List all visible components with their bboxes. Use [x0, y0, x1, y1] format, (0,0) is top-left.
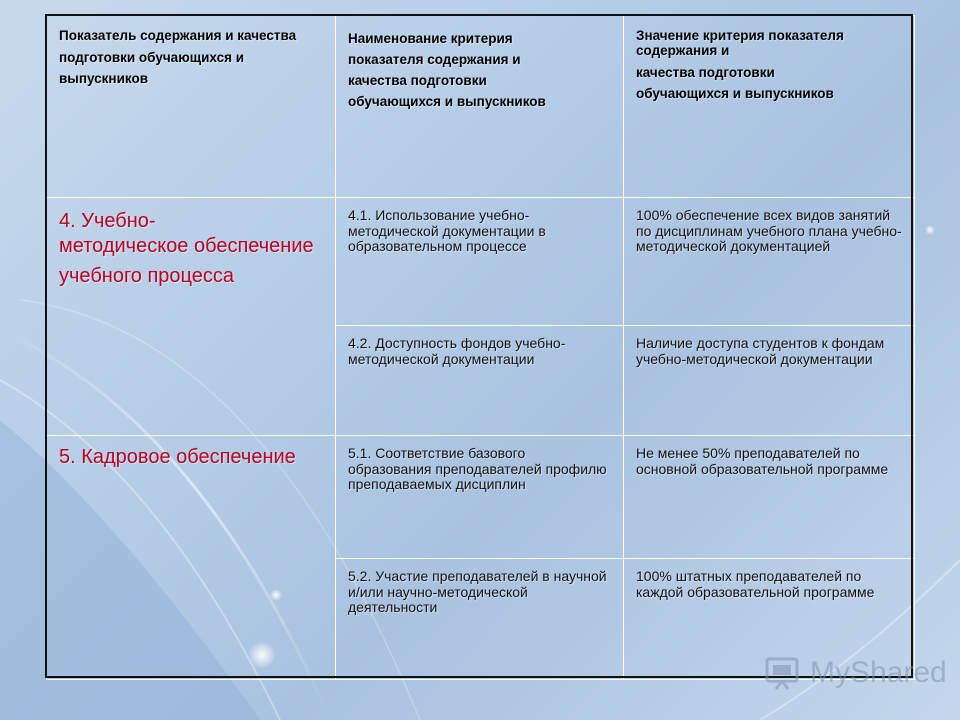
criterion-4-1-value: 100% обеспечение всех видов занятий по дисциплинам учебного плана учебно-методической документацией: [636, 207, 902, 255]
criterion-name-cell: [336, 198, 624, 326]
table-row: [47, 198, 915, 326]
criterion-4-1-name: 4.1. Использование учебно-методической документации в образовательном процессе: [348, 207, 546, 255]
header-col3-line: Значение критерия показателя содержания и: [636, 28, 844, 58]
criterion-5-1-value: Не менее 50% преподавателей по основной образовательной программе: [636, 445, 889, 477]
header-cell-indicator: [47, 16, 336, 198]
section-5-title: [59, 446, 323, 468]
criterion-5-2-name: 5.2. Участие преподавателей в научной и/или научно-методической деятельности: [348, 568, 607, 616]
header-col2-line: показателя содержания и: [348, 51, 521, 67]
presentation-board-icon: [764, 656, 804, 690]
criterion-value-cell: [624, 436, 915, 559]
header-col2-line: Наименование критерия: [348, 31, 513, 46]
criterion-5-2-value: 100% штатных преподавателей по каждой образовательной программе: [636, 568, 875, 600]
criterion-5-1-name: 5.1. Соответствие базового образования преподавателей профилю преподаваемых дисциплин: [348, 445, 607, 493]
section-4-title-line: 4. Учебно-: [59, 210, 156, 232]
header-col1-line: Показатель содержания и качества: [59, 28, 297, 43]
criterion-name-cell: [336, 559, 624, 680]
criterion-value-cell: [624, 326, 915, 436]
header-col2-line: качества подготовки: [348, 72, 487, 88]
header-col1-line: выпускников: [59, 70, 148, 86]
section-4-title: [59, 208, 323, 290]
criterion-4-2-value: Наличие доступа студентов к фондам учебно-методической документации: [636, 335, 885, 367]
header-cell-criterion-value: [624, 16, 915, 198]
table-header-row: [47, 16, 915, 198]
table-row: [47, 436, 915, 559]
criterion-4-2-name: 4.2. Доступность фондов учебно-методической документации: [348, 335, 566, 367]
criterion-name-cell: [336, 436, 624, 559]
section-4-title-cell: [47, 198, 336, 436]
header-col1-line: подготовки обучающихся и: [59, 49, 245, 65]
watermark: [764, 654, 947, 692]
watermark-text: MyShared: [810, 656, 947, 689]
header-cell-criterion-name: [336, 16, 624, 198]
section-4-title-line: методическое обеспечение: [59, 235, 314, 257]
section-5-title-line: 5. Кадровое обеспечение: [59, 446, 296, 468]
section-5-title-cell: [47, 436, 336, 680]
header-col3-line: обучающихся и выпускников: [636, 85, 834, 101]
header-col2-line: обучающихся и выпускников: [348, 93, 546, 109]
criterion-value-cell: [624, 198, 915, 326]
criterion-name-cell: [336, 326, 624, 436]
section-4-title-line: учебного процесса: [59, 265, 235, 287]
header-col3-line: качества подготовки: [636, 64, 775, 80]
criteria-table: [46, 15, 915, 680]
